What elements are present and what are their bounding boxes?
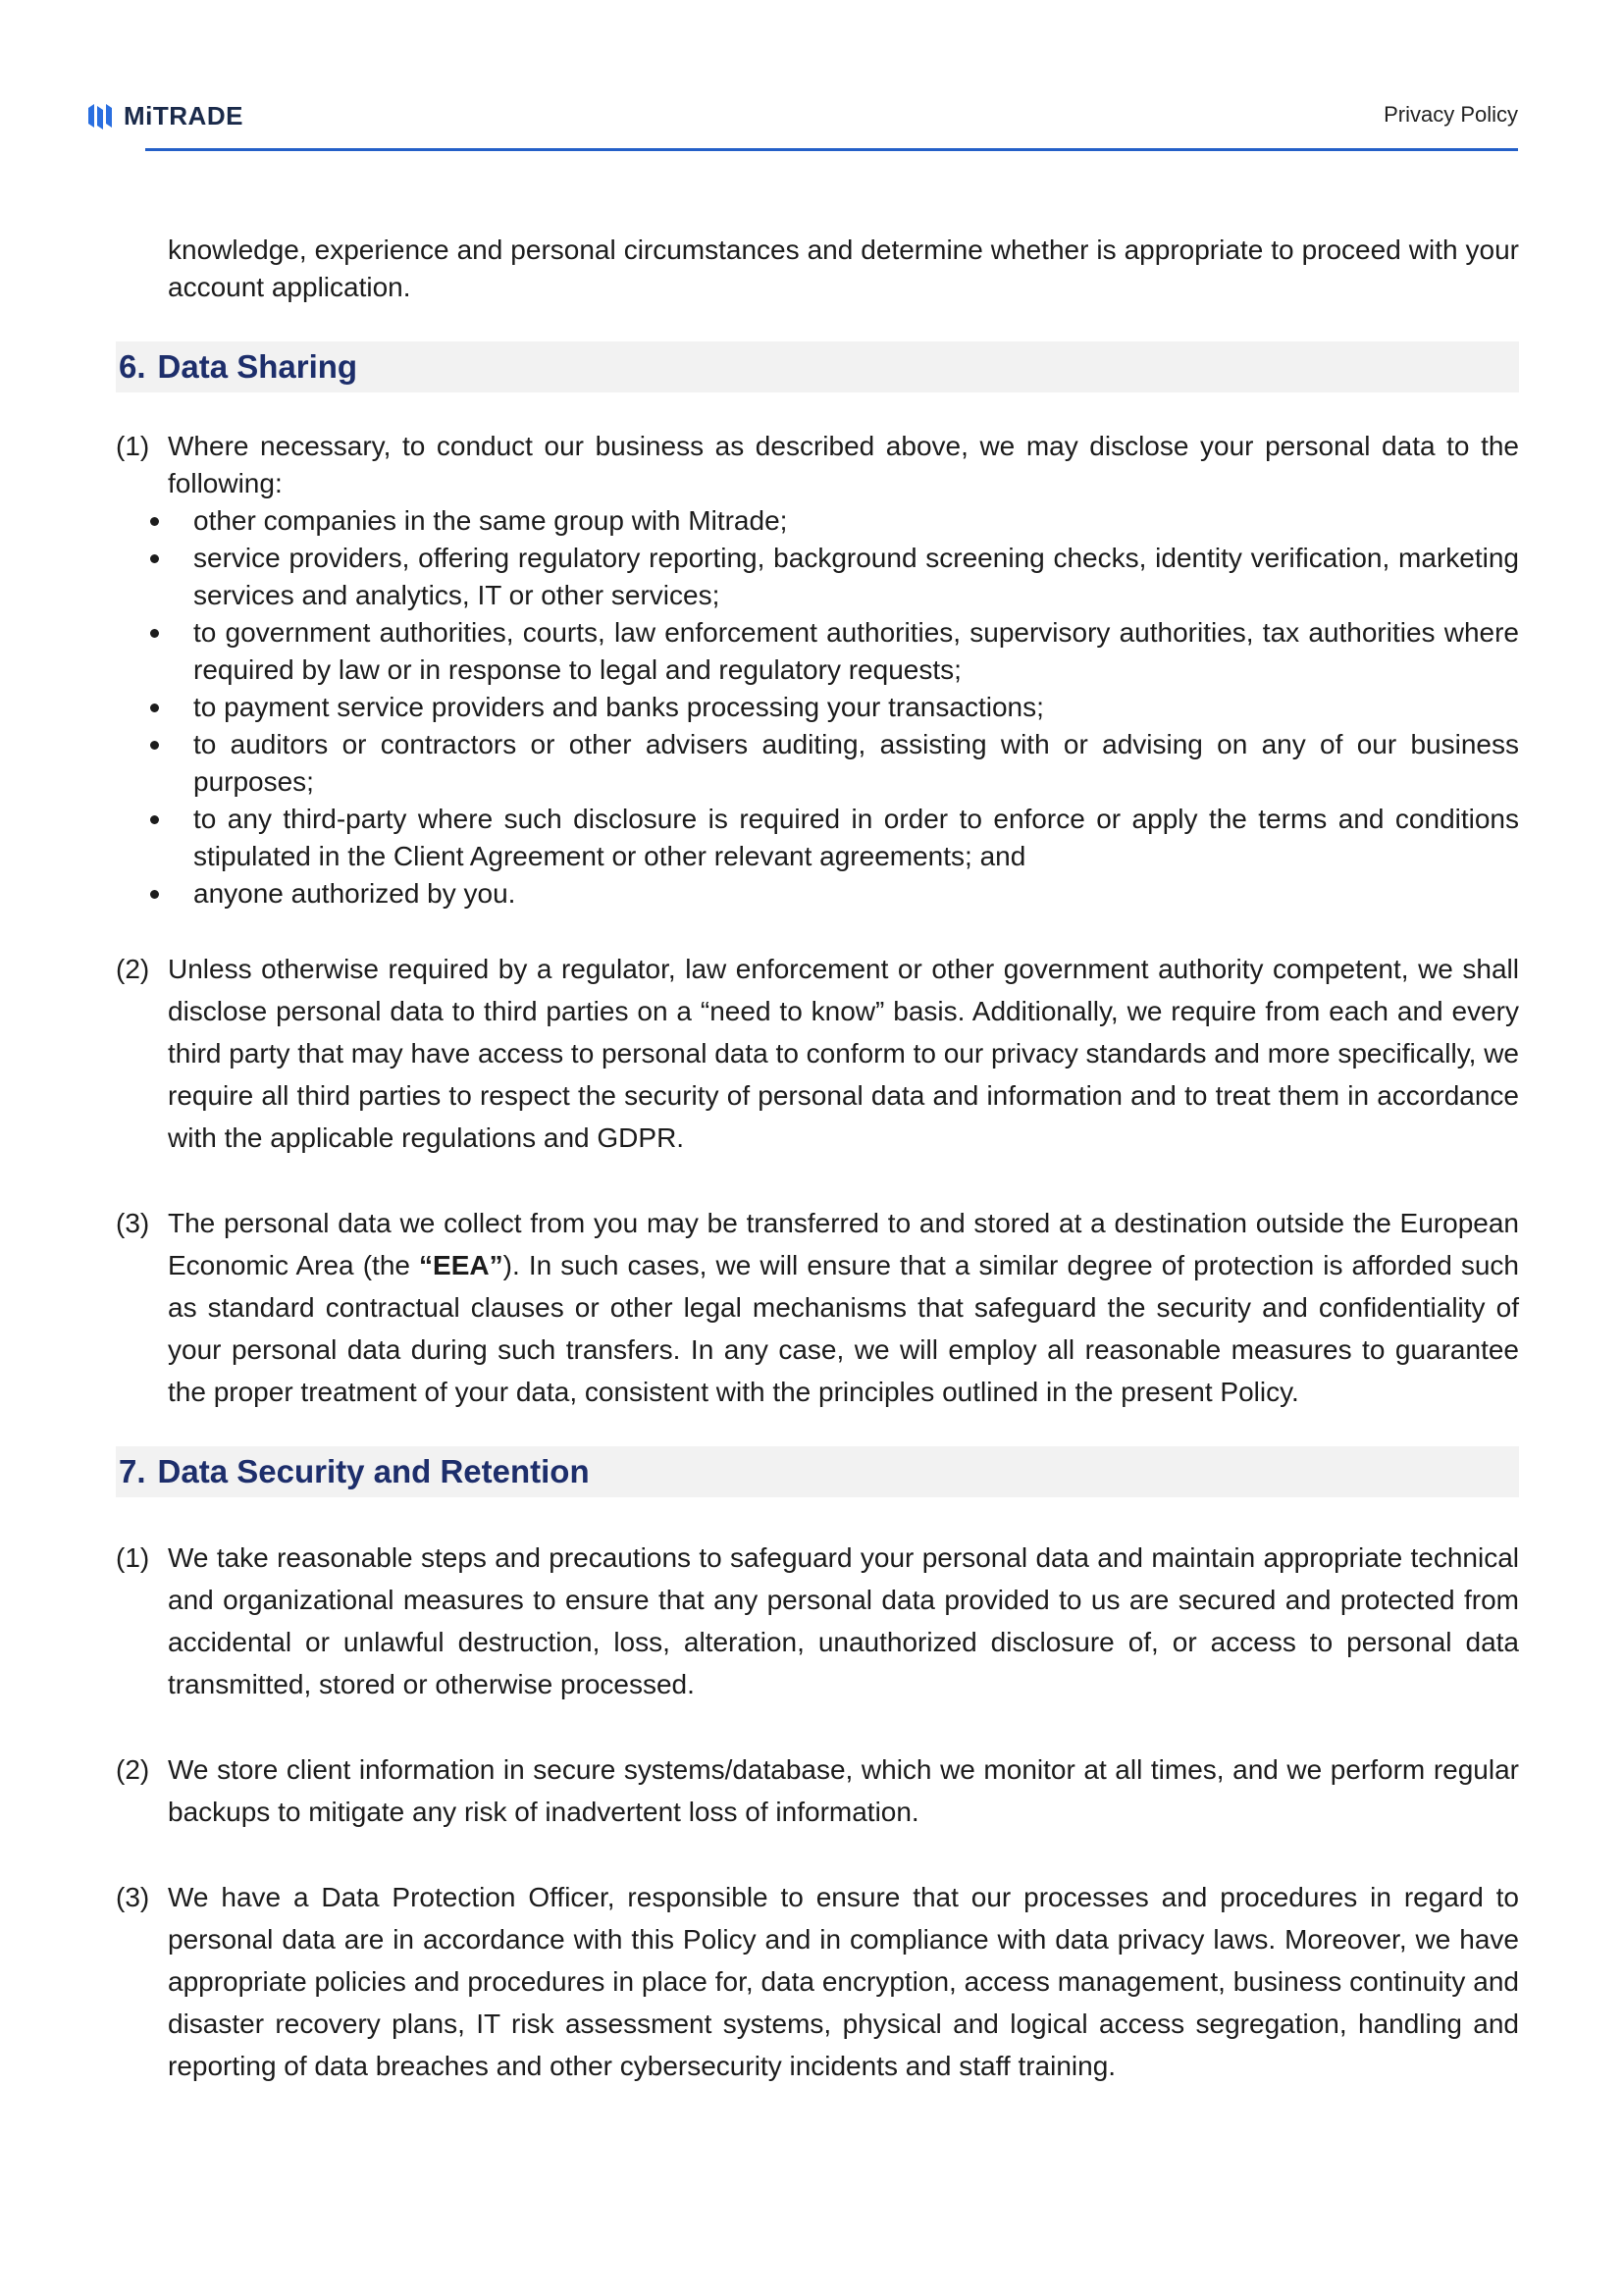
intro-paragraph: knowledge, experience and personal circumstances and determine whether is appropriate to proceed with your account application. (168, 235, 1519, 302)
list-item-text: to payment service providers and banks processing your transactions; (193, 692, 1044, 722)
section-number: 6. (119, 348, 146, 385)
paragraph-text: We store client information in secure systems/database, which we monitor at all times, and we perform regular backups to mitigate any risk of inadvertent loss of information. (168, 1754, 1519, 1827)
paragraph-marker: (3) (116, 1208, 150, 1238)
company-logo (86, 100, 243, 131)
paragraph-marker: (2) (116, 954, 150, 984)
paragraph-marker: (1) (116, 431, 150, 461)
logo-text: MiTRADE (124, 100, 243, 130)
bullet-icon (150, 890, 159, 899)
paragraph-text-start: The personal data we collect from you may be transferred to and stored at a destination outside the European Economic Area (the (168, 1208, 1519, 1280)
numbered-paragraph (116, 948, 1519, 1159)
section-number: 7. (119, 1453, 146, 1489)
list-item (193, 726, 1519, 801)
paragraph-text-end: ). In such cases, we will ensure that a similar degree of protection is afforded such as standard contractual clauses or other legal mechanisms that safeguard the security and confidentiality of your personal data during such transfers. In any case, we will employ all reasonable measures to guarantee the proper treatment of your data, consistent with the principles outlined in the present Policy. (168, 1250, 1519, 1407)
list-item-text: other companies in the same group with Mitrade; (193, 505, 788, 536)
numbered-paragraph (116, 428, 1519, 502)
list-item (193, 540, 1519, 614)
disclosure-recipients-list (116, 502, 1519, 913)
paragraph-text: We have a Data Protection Officer, responsible to ensure that our processes and procedures in regard to personal data are in accordance with this Policy and in compliance with data privacy laws. Moreover, we have appropriate policies and procedures in place for, data encryption, access management, business continuity and disaster recovery plans, IT risk assessment systems, physical and logical access segregation, handling and reporting of data breaches and other cybersecurity incidents and staff training. (168, 1882, 1519, 2081)
paragraph-text: Where necessary, to conduct our business as described above, we may disclose your personal data to the following: (168, 431, 1519, 498)
list-item-text: to auditors or contractors or other advisers auditing, assisting with or advising on any of our business purposes; (193, 729, 1519, 797)
document-body (116, 232, 1519, 2087)
list-item-text: to any third-party where such disclosure is required in order to enforce or apply the terms and conditions stipulated in the Client Agreement or other relevant agreements; and (193, 804, 1519, 871)
eea-term: “EEA” (419, 1250, 503, 1280)
paragraph-text: We take reasonable steps and precautions to safeguard your personal data and maintain appropriate technical and organizational measures to ensure that any personal data provided to us are secured and protected from accidental or unlawful destruction, loss, alteration, unauthorized disclosure of, or access to personal data transmitted, stored or otherwise processed. (168, 1542, 1519, 1699)
paragraph-marker: (2) (116, 1754, 150, 1785)
paragraph-marker: (3) (116, 1882, 150, 1912)
list-item-text: anyone authorized by you. (193, 878, 516, 909)
list-item-text: service providers, offering regulatory reporting, background screening checks, identity verification, marketing services and analytics, IT or other services; (193, 543, 1519, 610)
section-heading-data-sharing (116, 341, 1519, 392)
numbered-paragraph (116, 1748, 1519, 1833)
mitrade-logo-icon (86, 100, 116, 131)
list-item (193, 502, 1519, 540)
section-heading-data-security (116, 1446, 1519, 1497)
paragraph-marker: (1) (116, 1542, 150, 1573)
numbered-paragraph (116, 1537, 1519, 1705)
bullet-icon (150, 741, 159, 750)
bullet-icon (150, 554, 159, 563)
bullet-icon (150, 517, 159, 526)
header-divider (145, 148, 1518, 151)
paragraph-text: Unless otherwise required by a regulator, law enforcement or other government authority competent, we shall disclose personal data to third parties on a “need to know” basis. Additionally, we require from each and every third party that may have access to personal data to conform to our privacy standards and more specifically, we require all third parties to respect the security of personal data and information and to treat them in accordance with the applicable regulations and GDPR. (168, 954, 1519, 1153)
bullet-icon (150, 629, 159, 638)
document-title: Privacy Policy (1384, 102, 1518, 127)
list-item (193, 801, 1519, 875)
list-item (193, 614, 1519, 689)
section-title: Data Sharing (157, 348, 358, 385)
section-title: Data Security and Retention (157, 1453, 590, 1489)
list-item (193, 689, 1519, 726)
bullet-icon (150, 704, 159, 712)
numbered-paragraph (116, 1876, 1519, 2087)
numbered-paragraph (116, 1202, 1519, 1413)
list-item-text: to government authorities, courts, law enforcement authorities, supervisory authorities, tax authorities where required by law or in response to legal and regulatory requests; (193, 617, 1519, 685)
bullet-icon (150, 815, 159, 824)
list-item (193, 875, 1519, 913)
